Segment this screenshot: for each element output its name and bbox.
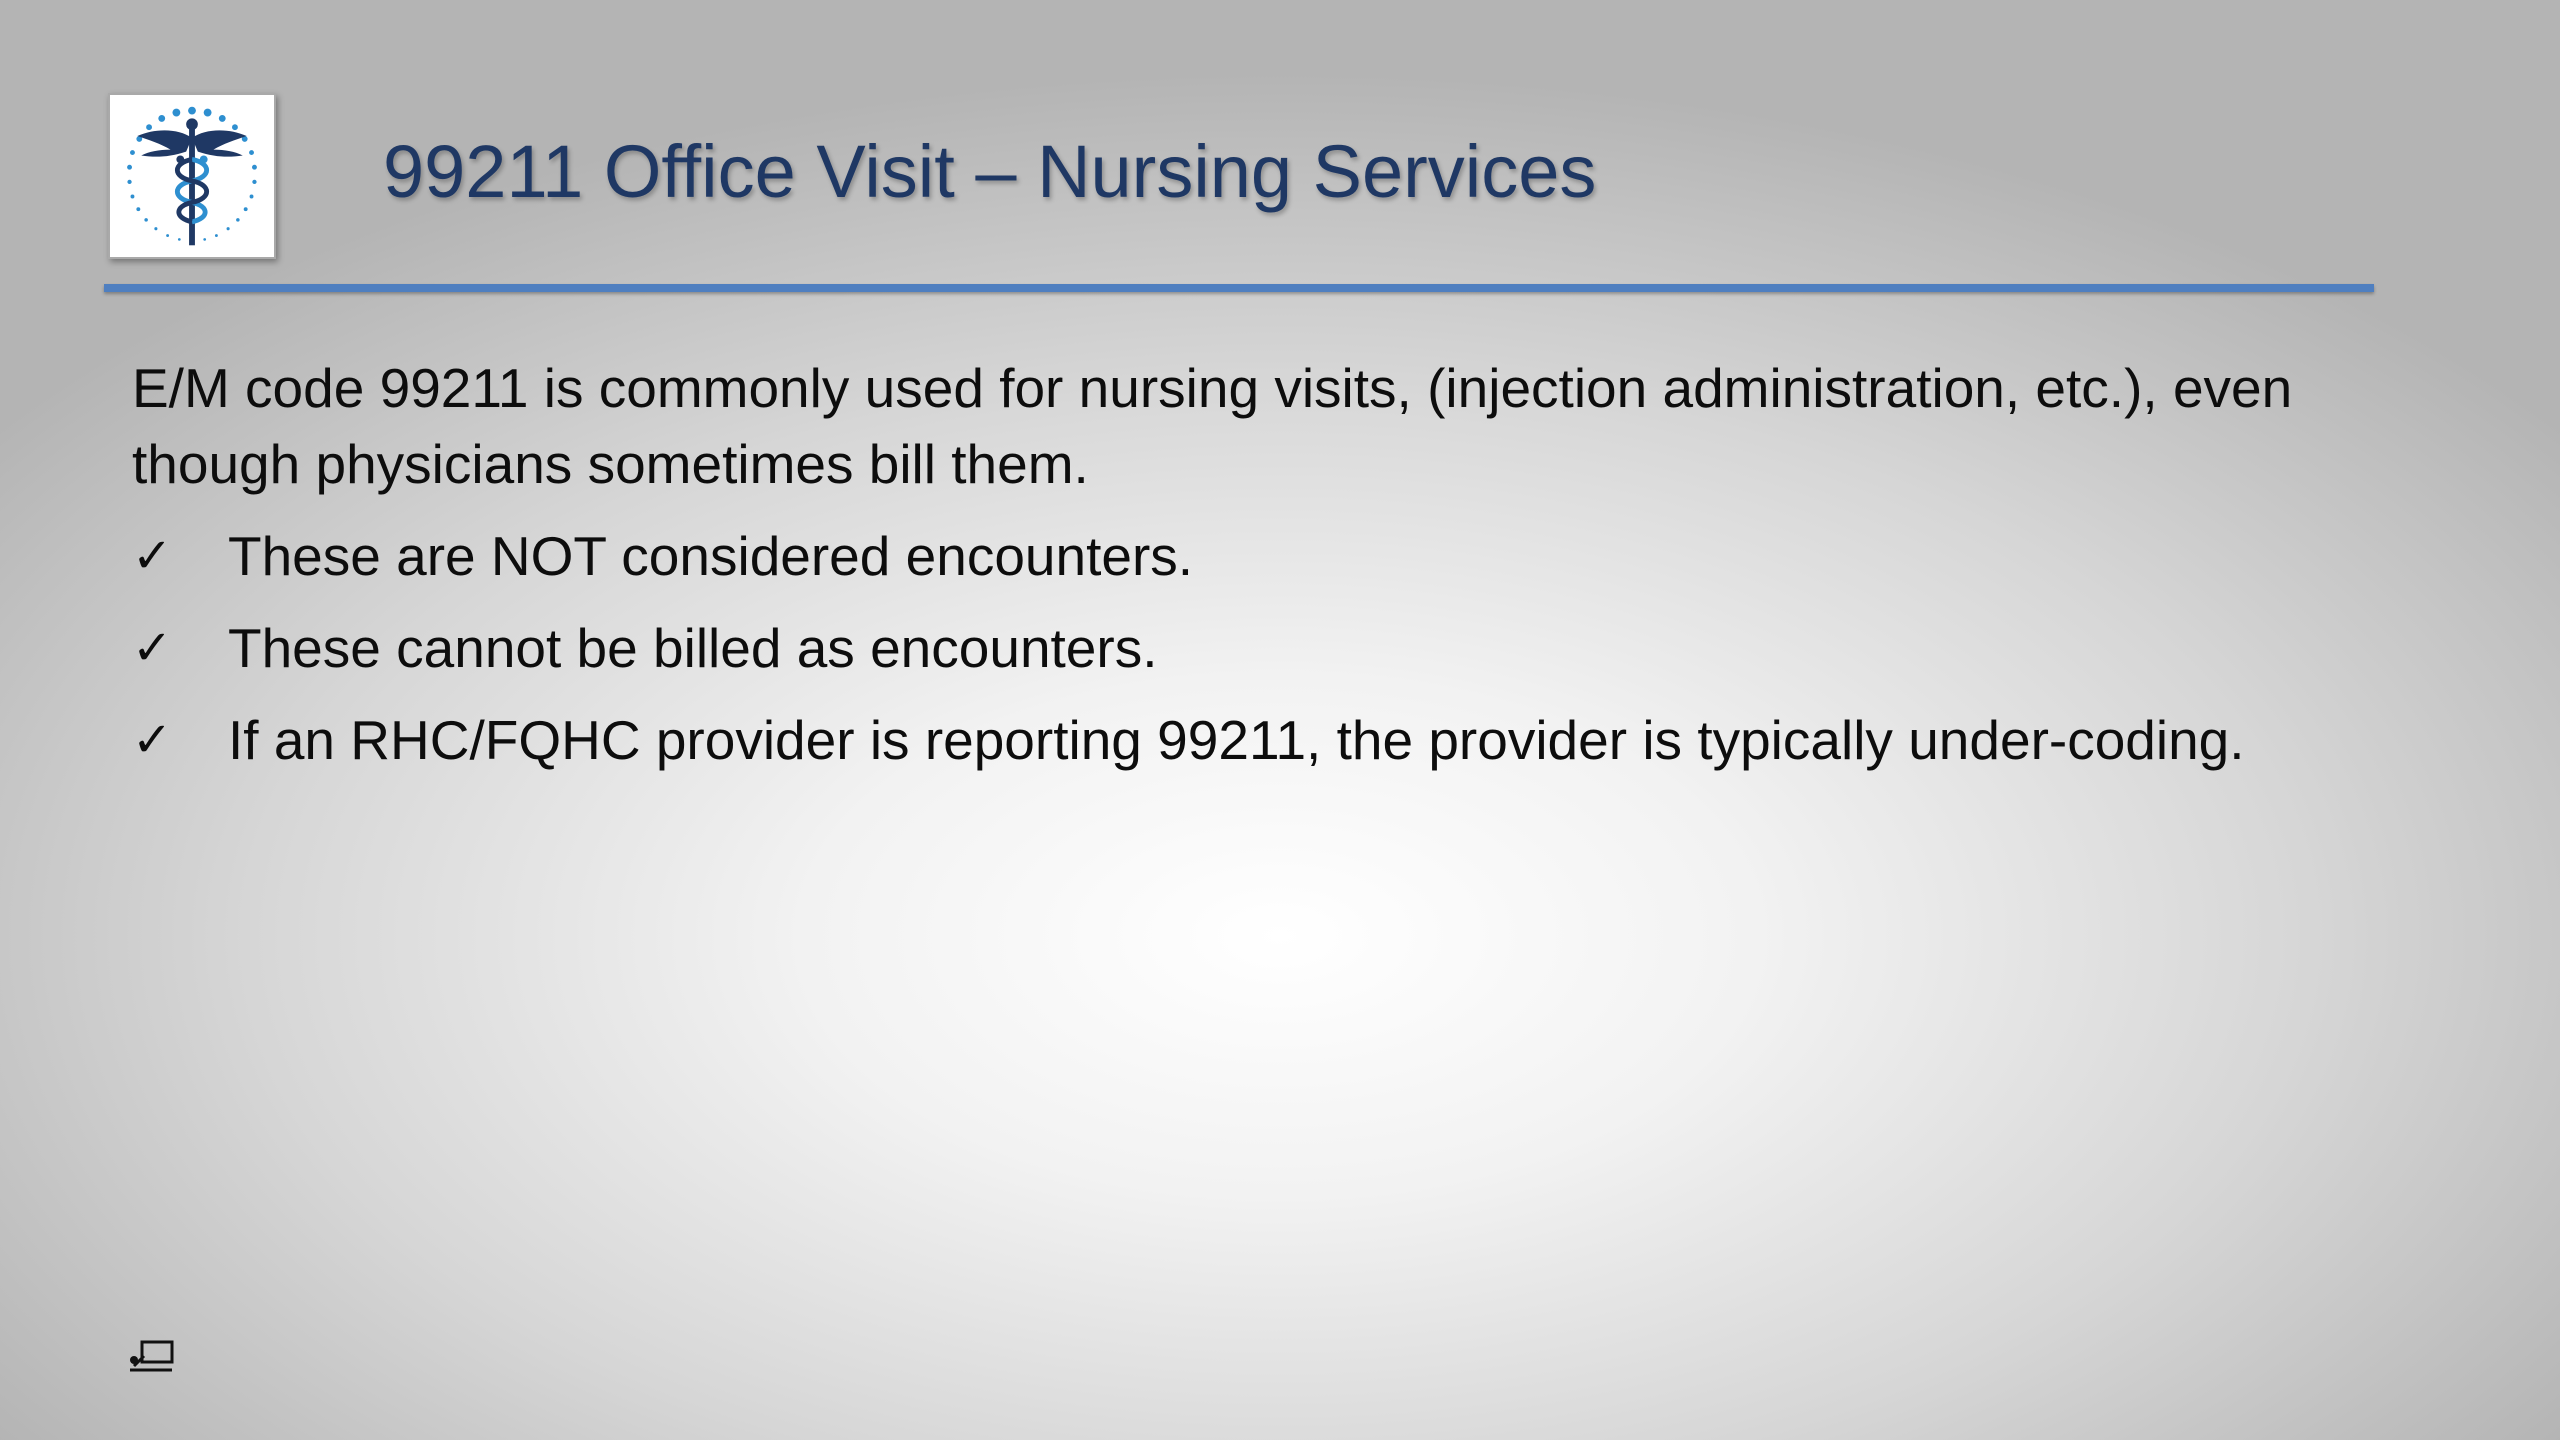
checkmark-icon: ✓ — [132, 712, 173, 768]
bullet-text: These cannot be billed as encounters. — [228, 617, 1158, 679]
presenter-view-button[interactable] — [128, 1338, 176, 1374]
caduceus-logo — [108, 93, 276, 259]
presenter-view-icon — [128, 1338, 176, 1374]
bullet-text: These are NOT considered encounters. — [228, 525, 1194, 587]
checkmark-icon: ✓ — [132, 620, 173, 676]
checkmark-icon: ✓ — [132, 528, 173, 584]
title-divider — [104, 284, 2374, 292]
slide-title: 99211 Office Visit – Nursing Services — [383, 130, 1597, 213]
intro-paragraph: E/M code 99211 is commonly used for nursing visits, (injection administration, etc.), even though physicians sometimes bill them. — [132, 357, 2293, 495]
bullet-text: If an RHC/FQHC provider is reporting 99211, the provider is typically under-coding. — [228, 709, 2245, 771]
caduceus-icon — [110, 95, 274, 257]
